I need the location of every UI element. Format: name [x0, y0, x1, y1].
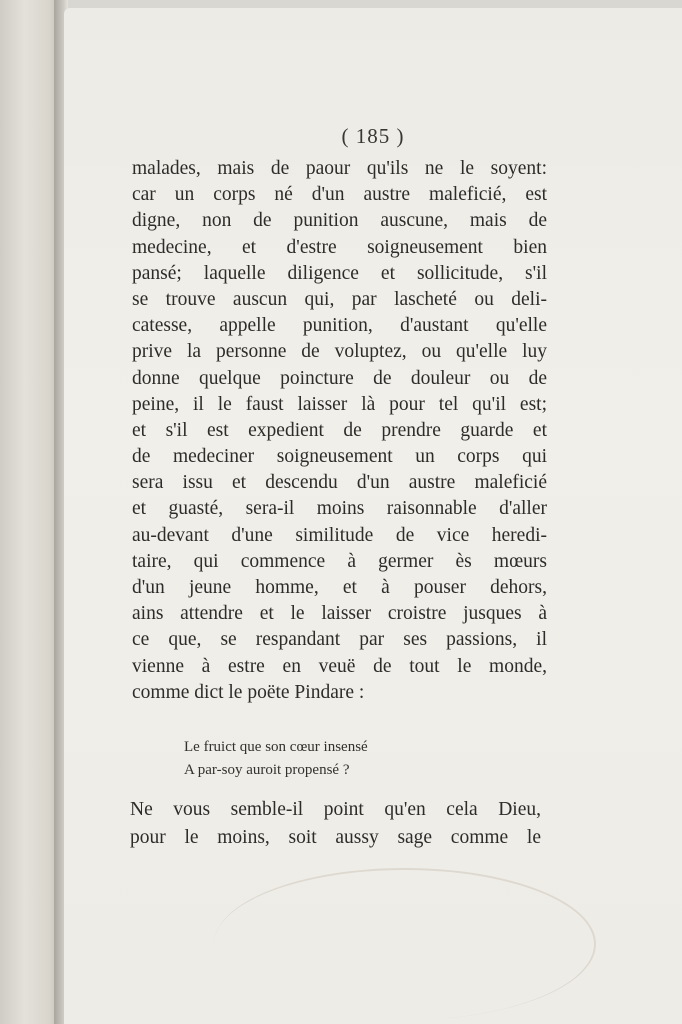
book-page [64, 8, 682, 1024]
text-line: au-devant d'une similitude de vice heredi- [132, 524, 547, 546]
text-line: digne, non de punition auscune, mais de [132, 210, 547, 232]
verse-line: Le fruict que son cœur insensé [184, 739, 368, 755]
page-number: ( 185 ) [341, 124, 405, 148]
verse-quotation [184, 736, 368, 782]
text-line: pansé; laquelle diligence et sollicitude, s'il [132, 262, 547, 284]
text-line: de medeciner soigneusement un corps qui [132, 446, 547, 468]
text-line: Ne vous semble-il point qu'en cela Dieu, [130, 799, 541, 820]
paper-stain [214, 868, 596, 1020]
text-line: sera issu et descendu d'un austre maleficié [132, 472, 547, 494]
facing-page-edge [0, 0, 62, 1024]
text-line: ce que, se respandant par ses passions, il [132, 629, 547, 651]
text-line: taire, qui commence à germer ès mœurs [132, 550, 547, 572]
closing-paragraph [130, 796, 541, 852]
body-paragraph [132, 156, 547, 706]
text-line: ains attendre et le laisser croistre jusques à [132, 603, 547, 625]
text-line: medecine, et d'estre soigneusement bien [132, 236, 547, 258]
text-line: d'un jeune homme, et à pouser dehors, [132, 577, 547, 598]
text-line: malades, mais de paour qu'ils ne le soyent: [132, 158, 547, 179]
text-line: et guasté, sera-il moins raisonnable d'aller [132, 498, 547, 520]
text-line: comme dict le poëte Pindare : [132, 681, 365, 703]
verse-line: A par-soy auroit propensé ? [184, 762, 350, 778]
text-line: vienne à estre en veuë de tout le monde, [132, 655, 547, 677]
text-line: et s'il est expedient de prendre guarde et [132, 419, 547, 441]
text-line: catesse, appelle punition, d'austant qu'elle [132, 315, 547, 337]
text-line: peine, il le faust laisser là pour tel qu'il est; [132, 393, 547, 415]
text-line: prive la personne de voluptez, ou qu'elle luy [132, 341, 547, 363]
text-line: se trouve auscun qui, par lascheté ou deli- [132, 288, 547, 310]
text-line: pour le moins, soit aussy sage comme le [130, 827, 541, 848]
text-line: donne quelque poincture de douleur ou de [132, 367, 547, 389]
text-line: car un corps né d'un austre maleficié, est [132, 184, 547, 206]
